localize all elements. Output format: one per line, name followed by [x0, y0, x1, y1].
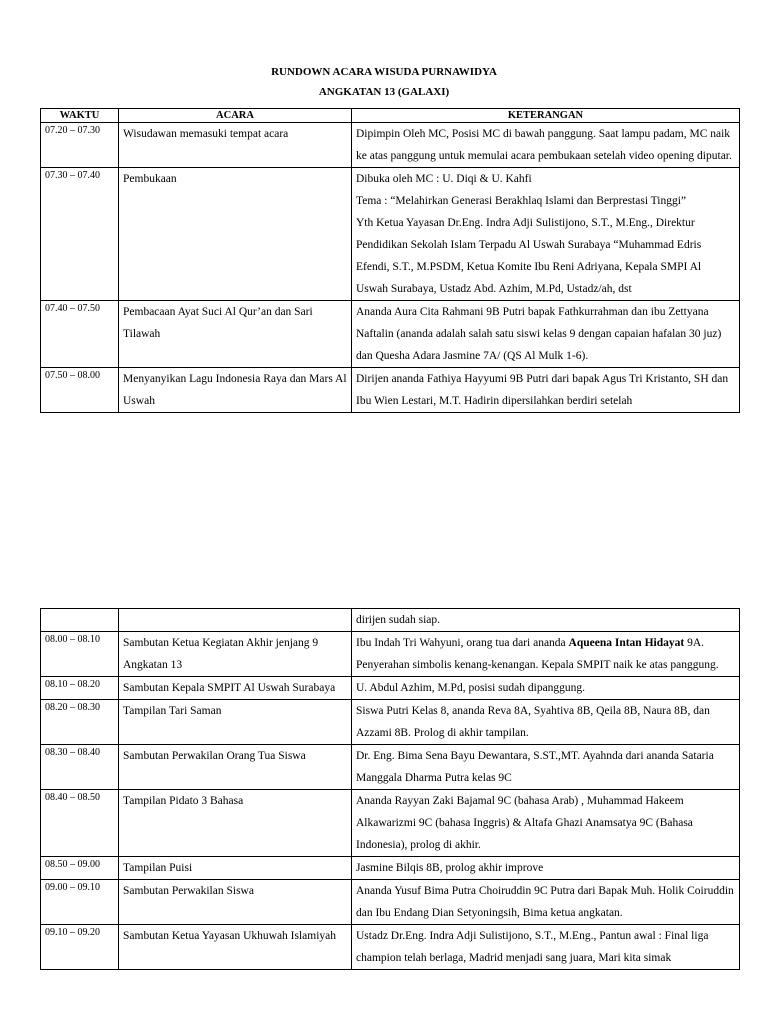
- table-row: [41, 123, 740, 168]
- keterangan-cell: Ananda Yusuf Bima Putra Choiruddin 9C Putra dari Bapak Muh. Holik Coiruddin dan Ibu Endang Dian Setyoningsih, Bima ketua angkatan.: [352, 880, 740, 925]
- table-row: [41, 168, 740, 301]
- acara-cell: Pembacaan Ayat Suci Al Qur’an dan Sari Tilawah: [119, 301, 352, 368]
- waktu-cell: 08.50 – 09.00: [41, 857, 119, 880]
- acara-cell: Sambutan Ketua Kegiatan Akhir jenjang 9 Angkatan 13: [119, 632, 352, 677]
- table-row: [41, 857, 740, 880]
- table-row: [41, 368, 740, 413]
- acara-cell: Menyanyikan Lagu Indonesia Raya dan Mars Al Uswah: [119, 368, 352, 413]
- acara-cell: Sambutan Perwakilan Orang Tua Siswa: [119, 745, 352, 790]
- keterangan-cell: Ananda Rayyan Zaki Bajamal 9C (bahasa Arab) , Muhammad Hakeem Alkawarizmi 9C (bahasa Inggris) & Altafa Ghazi Anamsatya 9C (Bahasa Indonesia), prolog di akhir.: [352, 790, 740, 857]
- table-row: [41, 700, 740, 745]
- rundown-table-page1: [40, 108, 740, 413]
- header-keterangan: KETERANGAN: [352, 109, 740, 123]
- waktu-cell: 07.30 – 07.40: [41, 168, 119, 301]
- acara-cell: Sambutan Ketua Yayasan Ukhuwah Islamiyah: [119, 925, 352, 970]
- table-row: [41, 632, 740, 677]
- document-title: RUNDOWN ACARA WISUDA PURNAWIDYA: [271, 66, 497, 78]
- acara-cell: Wisudawan memasuki tempat acara: [119, 123, 352, 168]
- keterangan-cell: [352, 632, 740, 677]
- acara-cell: Pembukaan: [119, 168, 352, 301]
- table-row: [41, 745, 740, 790]
- acara-cell: Tampilan Pidato 3 Bahasa: [119, 790, 352, 857]
- keterangan-cell: Ustadz Dr.Eng. Indra Adji Sulistijono, S.T., M.Eng., Pantun awal : Final liga champion telah berlaga, Madrid menjadi sang juara, Mari kita simak: [352, 925, 740, 970]
- keterangan-cell: U. Abdul Azhim, M.Pd, posisi sudah dipanggung.: [352, 677, 740, 700]
- waktu-cell: 07.20 – 07.30: [41, 123, 119, 168]
- table-row: [41, 925, 740, 970]
- keterangan-cell: Dipimpin Oleh MC, Posisi MC di bawah panggung. Saat lampu padam, MC naik ke atas panggung untuk memulai acara pembukaan setelah video opening diputar.: [352, 123, 740, 168]
- waktu-cell: 08.10 – 08.20: [41, 677, 119, 700]
- table-row: [41, 301, 740, 368]
- acara-cell: [119, 609, 352, 632]
- waktu-cell: 08.40 – 08.50: [41, 790, 119, 857]
- keterangan-text: Ibu Indah Tri Wahyuni, orang tua dari ananda: [356, 637, 569, 649]
- waktu-cell: 09.00 – 09.10: [41, 880, 119, 925]
- waktu-cell: 07.50 – 08.00: [41, 368, 119, 413]
- document-subtitle: ANGKATAN 13 (GALAXI): [318, 86, 450, 98]
- keterangan-cell: Dr. Eng. Bima Sena Bayu Dewantara, S.ST.,MT. Ayahnda dari ananda Sataria Manggala Dharma Putra kelas 9C: [352, 745, 740, 790]
- waktu-cell: 08.00 – 08.10: [41, 632, 119, 677]
- table-header-row: [41, 109, 740, 123]
- waktu-cell: 08.20 – 08.30: [41, 700, 119, 745]
- keterangan-cell: Siswa Putri Kelas 8, ananda Reva 8A, Syahtiva 8B, Qeila 8B, Naura 8B, dan Azzami 8B. Prolog di akhir tampilan.: [352, 700, 740, 745]
- waktu-cell: 07.40 – 07.50: [41, 301, 119, 368]
- keterangan-text: 9A. Penyerahan simbolis kenang-kenangan. Kepala SMPIT naik ke atas panggung.: [356, 637, 719, 671]
- table-row: [41, 609, 740, 632]
- acara-cell: Sambutan Kepala SMPIT Al Uswah Surabaya: [119, 677, 352, 700]
- header-waktu: WAKTU: [41, 109, 119, 123]
- table-row: [41, 677, 740, 700]
- keterangan-bold-name: Aqueena Intan Hidayat: [568, 637, 685, 649]
- keterangan-cell: Ananda Aura Cita Rahmani 9B Putri bapak Fathkurrahman dan ibu Zettyana Naftalin (ananda adalah salah satu siswi kelas 9 dengan capaian hafalan 30 juz) dan Quesha Adara Jasmine 7A/ (QS Al Mulk 1-6).: [352, 301, 740, 368]
- keterangan-cell: Dirijen ananda Fathiya Hayyumi 9B Putri dari bapak Agus Tri Kristanto, SH dan Ibu Wien Lestari, M.T. Hadirin dipersilahkan berdiri setelah: [352, 368, 740, 413]
- keterangan-cell: Jasmine Bilqis 8B, prolog akhir improve: [352, 857, 740, 880]
- keterangan-cell: Dibuka oleh MC : U. Diqi & U. Kahfi Tema : “Melahirkan Generasi Berakhlaq Islami dan Berprestasi Tinggi” Yth Ketua Yayasan Dr.Eng. Indra Adji Sulistijono, S.T., M.Eng., Direktur Pendidikan Sekolah Islam Terpadu Al Uswah Surabaya “Muhammad Edris Efendi, S.T., M.PSDM, Ketua Komite Ibu Reni Adriyana, Kepala SMPI Al Uswah Surabaya, Ustadz Abd. Azhim, M.Pd, Ustadz/ah, dst: [352, 168, 740, 301]
- keterangan-cell: dirijen sudah siap.: [352, 609, 740, 632]
- waktu-cell: 09.10 – 09.20: [41, 925, 119, 970]
- waktu-cell: [41, 609, 119, 632]
- acara-cell: Tampilan Puisi: [119, 857, 352, 880]
- acara-cell: Tampilan Tari Saman: [119, 700, 352, 745]
- header-acara: ACARA: [119, 109, 352, 123]
- rundown-table-page2: [40, 608, 740, 970]
- acara-cell: Sambutan Perwakilan Siswa: [119, 880, 352, 925]
- table-row: [41, 790, 740, 857]
- waktu-cell: 08.30 – 08.40: [41, 745, 119, 790]
- table-row: [41, 880, 740, 925]
